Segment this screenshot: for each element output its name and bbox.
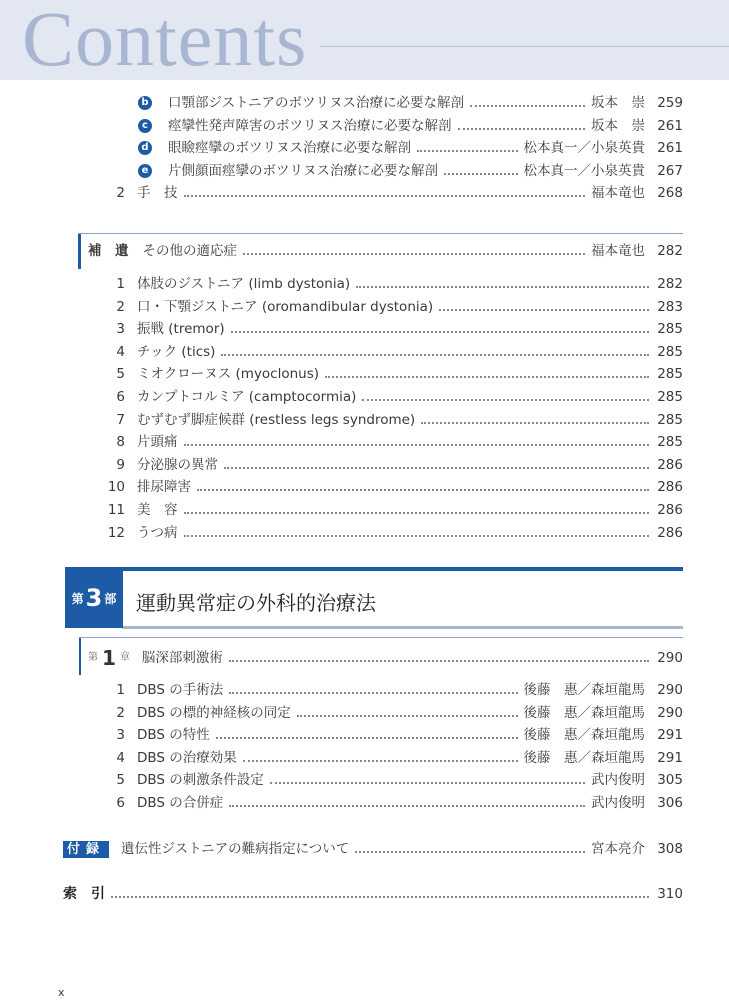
- leader-dots: [270, 782, 585, 784]
- leader-dots: [229, 692, 517, 694]
- entry-page: 285: [657, 434, 683, 451]
- toc-entry[interactable]: [0, 724, 729, 746]
- entry-number: 2: [116, 185, 125, 202]
- toc-entry[interactable]: [0, 386, 729, 408]
- leader-dots: [184, 444, 650, 446]
- entry-number: 5: [116, 772, 125, 789]
- toc-entry[interactable]: [0, 341, 729, 363]
- entry-title: DBS の標的神経核の同定: [137, 704, 291, 721]
- leader-dots: [355, 851, 585, 853]
- entry-number: 2: [116, 704, 125, 721]
- toc-entry[interactable]: [0, 747, 729, 769]
- entry-author: 福本竜也: [591, 185, 645, 202]
- chapter-heading[interactable]: [0, 647, 729, 669]
- entry-title: ミオクローヌス (myoclonus): [137, 366, 320, 383]
- entry-author: 後藤 惠／森垣龍馬: [523, 749, 645, 766]
- entry-title: DBS の合併症: [137, 795, 224, 811]
- entry-title: 体肢のジストニア (limb dystonia): [137, 276, 351, 292]
- toc-entry[interactable]: [0, 679, 729, 701]
- entry-author: 松本真一／小泉英貴: [523, 162, 645, 179]
- chapter-rule: [79, 637, 683, 638]
- leader-dots: [356, 286, 649, 288]
- toc-entry[interactable]: [0, 296, 729, 318]
- supplement-page: 282: [657, 243, 683, 259]
- leader-dots: [221, 354, 649, 356]
- entry-number: 1: [116, 682, 125, 698]
- entry-number: 9: [116, 456, 125, 473]
- part-rule-bottom: [122, 626, 683, 629]
- supplement-author: 福本竜也: [591, 243, 645, 259]
- entry-title: 片側顔面痙攣のボツリヌス治療に必要な解剖: [168, 162, 438, 179]
- leader-dots: [470, 105, 585, 107]
- toc-entry[interactable]: [0, 431, 729, 453]
- entry-page: 285: [657, 389, 683, 405]
- toc-entry[interactable]: [0, 182, 729, 204]
- toc-entry[interactable]: [0, 409, 729, 431]
- chapter-prefix: 第: [88, 652, 98, 663]
- chapter-page: 290: [657, 650, 683, 666]
- entry-page: 290: [657, 682, 683, 698]
- leader-dots: [197, 489, 649, 491]
- leader-dots: [229, 660, 649, 662]
- supplement-heading[interactable]: [0, 240, 729, 262]
- toc-entry[interactable]: [0, 792, 729, 814]
- entry-title: 手 技: [137, 185, 178, 202]
- appendix-label: 付録: [63, 841, 109, 858]
- entry-page: 261: [657, 117, 683, 134]
- entry-title: 振戦 (tremor): [137, 321, 225, 338]
- entry-number: 1: [116, 276, 125, 292]
- entry-title: 片頭痛: [137, 434, 178, 451]
- entry-title: 眼瞼痙攣のボツリヌス治療に必要な解剖: [168, 140, 411, 157]
- entry-page: 306: [657, 795, 683, 811]
- chapter-number: 1: [102, 646, 116, 670]
- leader-dots: [325, 376, 649, 378]
- part-title[interactable]: 運動異常症の外科的治療法: [136, 591, 376, 615]
- entry-number: 6: [116, 389, 125, 405]
- leader-dots: [297, 715, 518, 717]
- part-suffix: 部: [104, 591, 117, 606]
- entry-page: 285: [657, 366, 683, 383]
- leader-dots: [439, 309, 649, 311]
- appendix-entry[interactable]: [0, 838, 729, 860]
- entry-number: 4: [116, 749, 125, 766]
- chapter-suffix: 章: [119, 652, 130, 663]
- toc-entry[interactable]: [0, 137, 729, 159]
- entry-page: 283: [657, 298, 683, 315]
- entry-page: 285: [657, 321, 683, 338]
- entry-number: 6: [116, 795, 125, 811]
- entry-page: 286: [657, 479, 683, 496]
- entry-number: 11: [107, 502, 125, 518]
- bullet-icon: e: [138, 164, 152, 178]
- toc-entry[interactable]: [0, 499, 729, 521]
- leader-dots: [224, 467, 649, 469]
- entry-page: 291: [657, 749, 683, 766]
- entry-page: 285: [657, 343, 683, 360]
- entry-title: 口・下顎ジストニア (oromandibular dystonia): [137, 298, 434, 315]
- index-label: 索 引: [63, 886, 105, 902]
- leader-dots: [231, 331, 649, 333]
- supplement-title: その他の適応症: [142, 243, 237, 259]
- toc-entry[interactable]: [0, 92, 729, 114]
- entry-title: DBS の刺激条件設定: [137, 772, 264, 789]
- entry-title: 美 容: [137, 502, 178, 518]
- entry-author: 後藤 惠／森垣龍馬: [523, 704, 645, 721]
- entry-title: カンプトコルミア (camptocormia): [137, 389, 357, 405]
- entry-title: 排尿障害: [137, 479, 191, 496]
- bullet-icon: b: [138, 96, 152, 110]
- leader-dots: [421, 422, 649, 424]
- entry-title: DBS の治療効果: [137, 749, 237, 766]
- entry-author: 武内俊明: [591, 772, 645, 789]
- entry-number: 2: [116, 298, 125, 315]
- supplement-label: 補 遺: [88, 243, 129, 259]
- entry-title: DBS の特性: [137, 727, 210, 744]
- index-page: 310: [657, 886, 683, 902]
- entry-number: 4: [116, 343, 125, 360]
- entry-title: 痙攣性発声障害のボツリヌス治療に必要な解剖: [168, 117, 452, 134]
- entry-page: 267: [657, 162, 683, 179]
- leader-dots: [184, 512, 650, 514]
- entry-number: 3: [116, 727, 125, 744]
- entry-page: 286: [657, 502, 683, 518]
- entry-author: 武内俊明: [591, 795, 645, 811]
- leader-dots: [184, 535, 650, 537]
- entry-title: 口顎部ジストニアのボツリヌス治療に必要な解剖: [168, 95, 465, 111]
- toc-entry[interactable]: [0, 476, 729, 498]
- entry-page: 286: [657, 456, 683, 473]
- entry-author: 後藤 惠／森垣龍馬: [523, 682, 645, 698]
- entry-number: 5: [116, 366, 125, 383]
- toc-entry[interactable]: [0, 522, 729, 544]
- entry-number: 12: [107, 524, 125, 541]
- entry-page: 286: [657, 524, 683, 541]
- toc-entry[interactable]: [0, 702, 729, 724]
- appendix-author: 宮本亮介: [591, 841, 645, 857]
- entry-page: 282: [657, 276, 683, 292]
- entry-page: 261: [657, 140, 683, 157]
- toc-entry[interactable]: [0, 363, 729, 385]
- entry-number: 3: [116, 321, 125, 338]
- leader-dots: [111, 896, 649, 898]
- entry-number: 8: [116, 434, 125, 451]
- leader-dots: [184, 195, 586, 197]
- chapter-title: 脳深部刺激術: [141, 650, 223, 666]
- entry-title: むずむず脚症候群 (restless legs syndrome): [137, 411, 416, 428]
- leader-dots: [229, 805, 585, 807]
- entry-page: 259: [657, 95, 683, 111]
- leader-dots: [444, 173, 518, 175]
- toc-entry[interactable]: [0, 273, 729, 295]
- toc-entry[interactable]: [0, 115, 729, 137]
- entry-title: チック (tics): [137, 343, 216, 360]
- leader-dots: [362, 399, 649, 401]
- entry-author: 松本真一／小泉英貴: [523, 140, 645, 157]
- page-title: Contents: [22, 0, 308, 82]
- leader-dots: [243, 760, 518, 762]
- toc-entry[interactable]: [0, 160, 729, 182]
- part-number: 3: [85, 584, 103, 612]
- toc-entry[interactable]: [0, 454, 729, 476]
- toc-entry[interactable]: [0, 318, 729, 340]
- entry-page: 305: [657, 772, 683, 789]
- entry-author: 坂本 崇: [591, 95, 645, 111]
- part-prefix: 第: [71, 591, 84, 606]
- header-rule: [320, 46, 729, 47]
- entry-number: 7: [116, 411, 125, 428]
- part-rule-top: [65, 567, 683, 571]
- header-band: [0, 0, 729, 80]
- entry-page: 268: [657, 185, 683, 202]
- bullet-icon: c: [138, 119, 152, 133]
- bullet-icon: d: [138, 141, 152, 155]
- entry-page: 285: [657, 411, 683, 428]
- leader-dots: [417, 150, 518, 152]
- entry-author: 坂本 崇: [591, 117, 645, 134]
- page-number: x: [58, 986, 65, 999]
- appendix-title: 遺伝性ジストニアの難病指定について: [121, 841, 350, 857]
- entry-title: うつ病: [137, 524, 178, 541]
- supplement-rule: [78, 233, 683, 234]
- toc-entry[interactable]: [0, 769, 729, 791]
- entry-author: 後藤 惠／森垣龍馬: [523, 727, 645, 744]
- entry-page: 290: [657, 704, 683, 721]
- entry-title: DBS の手術法: [137, 682, 224, 698]
- entry-title: 分泌腺の異常: [137, 456, 218, 473]
- index-entry[interactable]: [0, 883, 729, 905]
- part-badge: [65, 568, 123, 628]
- appendix-page: 308: [657, 841, 683, 857]
- leader-dots: [243, 253, 585, 255]
- entry-page: 291: [657, 727, 683, 744]
- leader-dots: [216, 737, 518, 739]
- leader-dots: [458, 128, 586, 130]
- entry-number: 10: [107, 479, 125, 496]
